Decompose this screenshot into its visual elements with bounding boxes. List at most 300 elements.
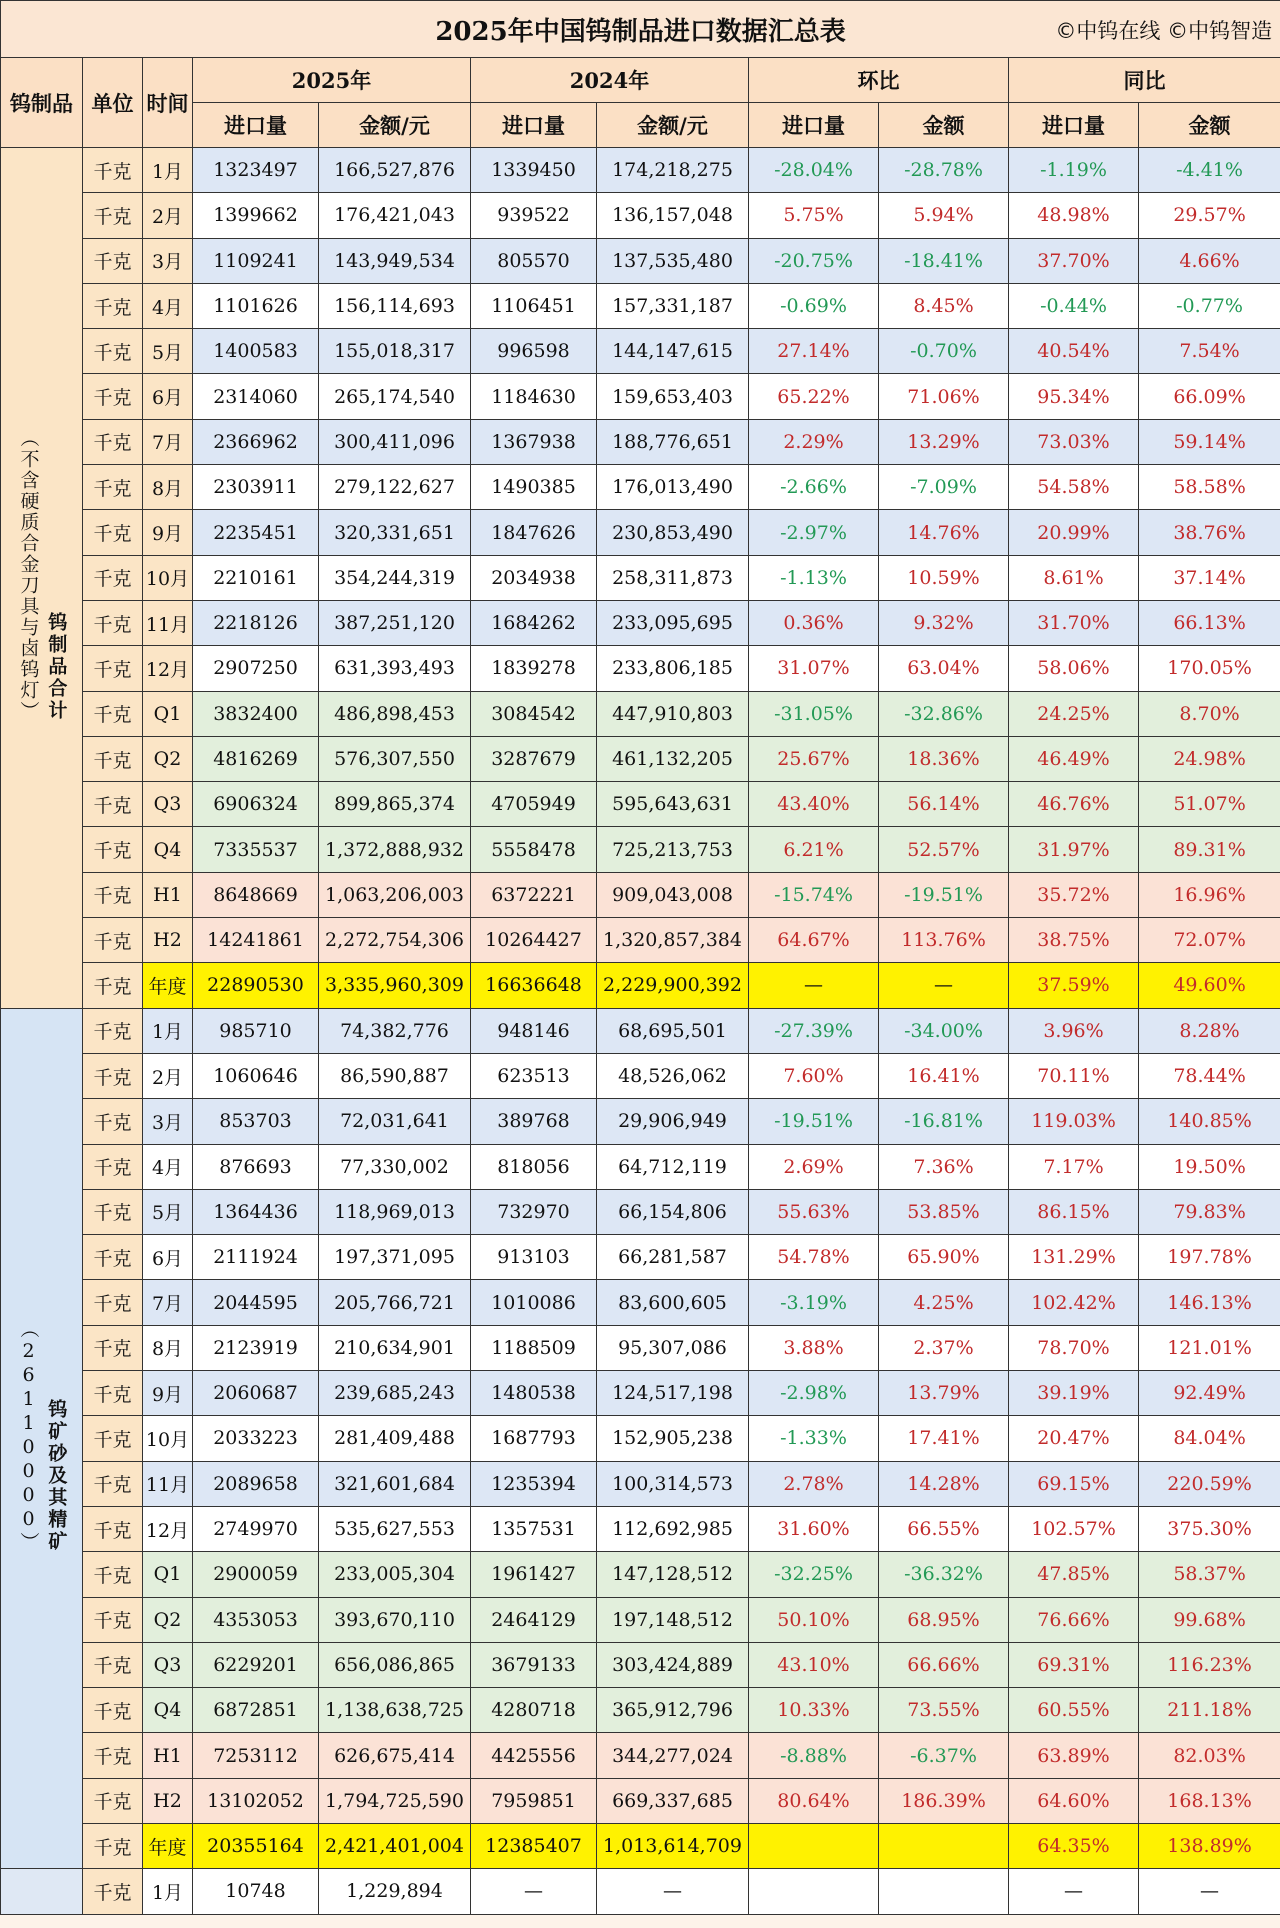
qty-2024-cell: 10264427 — [471, 918, 597, 963]
header-yoy: 同比 — [1009, 58, 1280, 103]
yoy-qty-cell: 60.55% — [1009, 1688, 1139, 1733]
qty-2024-cell: 1687793 — [471, 1416, 597, 1461]
qty-2024-cell: 3679133 — [471, 1642, 597, 1687]
time-cell: 年度 — [143, 1823, 193, 1868]
amount-2024-cell: 159,653,403 — [597, 374, 749, 419]
qty-2024-cell: 4705949 — [471, 782, 597, 827]
amount-2024-cell: 137,535,480 — [597, 238, 749, 283]
amount-2025-cell: 156,114,693 — [319, 283, 471, 328]
qty-2025-cell: 2303911 — [193, 465, 319, 510]
qty-2024-cell: 939522 — [471, 193, 597, 238]
qty-2024-cell: 12385407 — [471, 1823, 597, 1868]
mom-amount-cell: — — [879, 963, 1009, 1008]
mom-amount-cell: -7.09% — [879, 465, 1009, 510]
yoy-amount-cell: 146.13% — [1139, 1280, 1280, 1325]
qty-2025-cell: 2314060 — [193, 374, 319, 419]
header-2025: 2025年 — [193, 58, 471, 103]
qty-2024-cell: 1106451 — [471, 283, 597, 328]
mom-amount-cell: 8.45% — [879, 283, 1009, 328]
table-title: 2025年中国钨制品进口数据汇总表 — [435, 16, 846, 47]
yoy-qty-cell: 31.70% — [1009, 600, 1139, 645]
amount-2025-cell: 387,251,120 — [319, 600, 471, 645]
qty-2025-cell: 13102052 — [193, 1778, 319, 1823]
qty-2025-cell: 2900059 — [193, 1552, 319, 1597]
mom-amount-cell: 65.90% — [879, 1235, 1009, 1280]
qty-2024-cell: 1490385 — [471, 465, 597, 510]
amount-2025-cell: 233,005,304 — [319, 1552, 471, 1597]
time-cell: 6月 — [143, 374, 193, 419]
amount-2025-cell: 321,601,684 — [319, 1461, 471, 1506]
amount-2025-cell: 1,794,725,590 — [319, 1778, 471, 1823]
qty-2025-cell: 2218126 — [193, 600, 319, 645]
mom-qty-cell: -0.69% — [749, 283, 879, 328]
yoy-amount-cell: 58.37% — [1139, 1552, 1280, 1597]
amount-2025-cell: 281,409,488 — [319, 1416, 471, 1461]
amount-2024-cell: 197,148,512 — [597, 1597, 749, 1642]
qty-2024-cell: 1480538 — [471, 1371, 597, 1416]
product-group-label — [1, 148, 83, 1009]
table-row — [1, 1461, 1280, 1506]
amount-2024-cell: 233,806,185 — [597, 646, 749, 691]
table-row — [1, 1280, 1280, 1325]
yoy-qty-cell: 69.15% — [1009, 1461, 1139, 1506]
amount-2025-cell: 118,969,013 — [319, 1189, 471, 1234]
unit-cell: 千克 — [83, 510, 143, 555]
table-row — [1, 918, 1280, 963]
amount-2025-cell: 1,229,894 — [319, 1869, 471, 1914]
qty-2024-cell: 1367938 — [471, 419, 597, 464]
mom-qty-cell: -1.33% — [749, 1416, 879, 1461]
table-row — [1, 691, 1280, 736]
qty-2025-cell: 1101626 — [193, 283, 319, 328]
qty-2025-cell: 22890530 — [193, 963, 319, 1008]
time-cell: 10月 — [143, 555, 193, 600]
unit-cell: 千克 — [83, 1371, 143, 1416]
qty-2025-cell: 1109241 — [193, 238, 319, 283]
mom-qty-cell: 5.75% — [749, 193, 879, 238]
time-cell: 8月 — [143, 465, 193, 510]
qty-2024-cell: 1684262 — [471, 600, 597, 645]
mom-qty-cell: 25.67% — [749, 736, 879, 781]
mom-amount-cell: -28.78% — [879, 148, 1009, 193]
yoy-amount-cell: 99.68% — [1139, 1597, 1280, 1642]
mom-qty-cell: 43.10% — [749, 1642, 879, 1687]
mom-amount-cell: -32.86% — [879, 691, 1009, 736]
qty-2024-cell: 1010086 — [471, 1280, 597, 1325]
table-row — [1, 1099, 1280, 1144]
mom-amount-cell: 14.28% — [879, 1461, 1009, 1506]
product-group-code: （不含硬质合金刀具与卤钨灯） — [17, 427, 40, 722]
qty-2025-cell: 2210161 — [193, 555, 319, 600]
amount-2024-cell: 83,600,605 — [597, 1280, 749, 1325]
amount-2024-cell: 176,013,490 — [597, 465, 749, 510]
qty-2024-cell: 913103 — [471, 1235, 597, 1280]
amount-2024-cell: 100,314,573 — [597, 1461, 749, 1506]
header-yoy-amount: 金额 — [1139, 103, 1280, 148]
amount-2025-cell: 656,086,865 — [319, 1642, 471, 1687]
unit-cell: 千克 — [83, 1461, 143, 1506]
unit-cell: 千克 — [83, 148, 143, 193]
table-row — [1, 872, 1280, 917]
yoy-amount-cell: 58.58% — [1139, 465, 1280, 510]
qty-2024-cell: 1961427 — [471, 1552, 597, 1597]
mom-amount-cell: -6.37% — [879, 1733, 1009, 1778]
table-row — [1, 1688, 1280, 1733]
yoy-amount-cell: 84.04% — [1139, 1416, 1280, 1461]
qty-2025-cell: 2111924 — [193, 1235, 319, 1280]
unit-cell: 千克 — [83, 1099, 143, 1144]
amount-2024-cell: 1,320,857,384 — [597, 918, 749, 963]
time-cell: 年度 — [143, 963, 193, 1008]
mom-amount-cell: 52.57% — [879, 827, 1009, 872]
yoy-qty-cell: 38.75% — [1009, 918, 1139, 963]
qty-2025-cell: 1400583 — [193, 329, 319, 374]
yoy-qty-cell: 131.29% — [1009, 1235, 1139, 1280]
mom-qty-cell: -1.13% — [749, 555, 879, 600]
yoy-amount-cell: 8.70% — [1139, 691, 1280, 736]
mom-amount-cell: -34.00% — [879, 1008, 1009, 1053]
table-row — [1, 1778, 1280, 1823]
mom-amount-cell: 66.55% — [879, 1506, 1009, 1551]
qty-2025-cell: 2044595 — [193, 1280, 319, 1325]
unit-cell: 千克 — [83, 736, 143, 781]
mom-amount-cell: 7.36% — [879, 1144, 1009, 1189]
yoy-qty-cell: 70.11% — [1009, 1053, 1139, 1098]
qty-2024-cell: 3084542 — [471, 691, 597, 736]
amount-2025-cell: 535,627,553 — [319, 1506, 471, 1551]
time-cell: 1月 — [143, 1869, 193, 1914]
qty-2025-cell: 876693 — [193, 1144, 319, 1189]
yoy-amount-cell: 51.07% — [1139, 782, 1280, 827]
mom-amount-cell: 186.39% — [879, 1778, 1009, 1823]
amount-2024-cell: 174,218,275 — [597, 148, 749, 193]
amount-2025-cell: 176,421,043 — [319, 193, 471, 238]
yoy-amount-cell: 49.60% — [1139, 963, 1280, 1008]
amount-2024-cell: 725,213,753 — [597, 827, 749, 872]
yoy-qty-cell: 24.25% — [1009, 691, 1139, 736]
yoy-qty-cell: 8.61% — [1009, 555, 1139, 600]
table-row — [1, 600, 1280, 645]
mom-amount-cell: 53.85% — [879, 1189, 1009, 1234]
yoy-amount-cell: 72.07% — [1139, 918, 1280, 963]
table-row — [1, 283, 1280, 328]
mom-amount-cell: 13.79% — [879, 1371, 1009, 1416]
copyright-text: ©中钨在线 ©中钨智造 — [1055, 19, 1273, 43]
mom-amount-cell: 4.25% — [879, 1280, 1009, 1325]
amount-2025-cell: 155,018,317 — [319, 329, 471, 374]
qty-2024-cell: 805570 — [471, 238, 597, 283]
mom-amount-cell: 5.94% — [879, 193, 1009, 238]
amount-2024-cell: 595,643,631 — [597, 782, 749, 827]
time-cell: 8月 — [143, 1325, 193, 1370]
unit-cell: 千克 — [83, 1416, 143, 1461]
unit-cell: 千克 — [83, 963, 143, 1008]
qty-2024-cell: 2034938 — [471, 555, 597, 600]
yoy-qty-cell: -1.19% — [1009, 148, 1139, 193]
mom-qty-cell — [749, 1869, 879, 1914]
qty-2024-cell: 996598 — [471, 329, 597, 374]
yoy-amount-cell: 170.05% — [1139, 646, 1280, 691]
amount-2025-cell: 72,031,641 — [319, 1099, 471, 1144]
mom-amount-cell: 10.59% — [879, 555, 1009, 600]
yoy-amount-cell: 8.28% — [1139, 1008, 1280, 1053]
table-row — [1, 827, 1280, 872]
amount-2024-cell: 136,157,048 — [597, 193, 749, 238]
mom-amount-cell: 66.66% — [879, 1642, 1009, 1687]
time-cell: 9月 — [143, 510, 193, 555]
unit-cell: 千克 — [83, 1733, 143, 1778]
amount-2025-cell: 279,122,627 — [319, 465, 471, 510]
mom-qty-cell: 65.22% — [749, 374, 879, 419]
mom-amount-cell: 13.29% — [879, 419, 1009, 464]
unit-cell: 千克 — [83, 193, 143, 238]
amount-2024-cell: 365,912,796 — [597, 1688, 749, 1733]
mom-amount-cell: -18.41% — [879, 238, 1009, 283]
mom-qty-cell: 3.88% — [749, 1325, 879, 1370]
mom-amount-cell: -16.81% — [879, 1099, 1009, 1144]
time-cell: 10月 — [143, 1416, 193, 1461]
qty-2024-cell: 389768 — [471, 1099, 597, 1144]
amount-2025-cell: 1,372,888,932 — [319, 827, 471, 872]
time-cell: H1 — [143, 872, 193, 917]
mom-qty-cell: -15.74% — [749, 872, 879, 917]
header-mom-amount: 金额 — [879, 103, 1009, 148]
yoy-amount-cell: 7.54% — [1139, 329, 1280, 374]
time-cell: 9月 — [143, 1371, 193, 1416]
amount-2025-cell: 2,272,754,306 — [319, 918, 471, 963]
yoy-amount-cell: -4.41% — [1139, 148, 1280, 193]
qty-2025-cell: 2033223 — [193, 1416, 319, 1461]
time-cell: 11月 — [143, 1461, 193, 1506]
unit-cell: 千克 — [83, 555, 143, 600]
qty-2025-cell: 6906324 — [193, 782, 319, 827]
qty-2024-cell: 5558478 — [471, 827, 597, 872]
table-row — [1, 1733, 1280, 1778]
header-product: 钨制品 — [1, 58, 83, 148]
table-row — [1, 1506, 1280, 1551]
unit-cell: 千克 — [83, 1280, 143, 1325]
yoy-amount-cell: 79.83% — [1139, 1189, 1280, 1234]
unit-cell: 千克 — [83, 1325, 143, 1370]
header-2024: 2024年 — [471, 58, 749, 103]
mom-qty-cell: 10.33% — [749, 1688, 879, 1733]
yoy-amount-cell: 211.18% — [1139, 1688, 1280, 1733]
mom-amount-cell: 2.37% — [879, 1325, 1009, 1370]
time-cell: 4月 — [143, 1144, 193, 1189]
table-row — [1, 1325, 1280, 1370]
amount-2025-cell: 3,335,960,309 — [319, 963, 471, 1008]
yoy-qty-cell: 31.97% — [1009, 827, 1139, 872]
mom-qty-cell: -2.97% — [749, 510, 879, 555]
amount-2024-cell: 124,517,198 — [597, 1371, 749, 1416]
amount-2025-cell: 166,527,876 — [319, 148, 471, 193]
qty-2025-cell: 6229201 — [193, 1642, 319, 1687]
unit-cell: 千克 — [83, 374, 143, 419]
amount-2024-cell: 303,424,889 — [597, 1642, 749, 1687]
mom-amount-cell: -36.32% — [879, 1552, 1009, 1597]
mom-amount-cell — [879, 1869, 1009, 1914]
mom-amount-cell: 16.41% — [879, 1053, 1009, 1098]
qty-2025-cell: 1060646 — [193, 1053, 319, 1098]
yoy-amount-cell: 59.14% — [1139, 419, 1280, 464]
time-cell: Q4 — [143, 827, 193, 872]
amount-2025-cell: 2,421,401,004 — [319, 1823, 471, 1868]
time-cell: 12月 — [143, 646, 193, 691]
table-title-cell — [1, 1, 1280, 58]
mom-amount-cell: -0.70% — [879, 329, 1009, 374]
yoy-qty-cell: 102.42% — [1009, 1280, 1139, 1325]
header-2024-amount: 金额/元 — [597, 103, 749, 148]
qty-2024-cell: — — [471, 1869, 597, 1914]
yoy-qty-cell: 46.76% — [1009, 782, 1139, 827]
time-cell: 11月 — [143, 600, 193, 645]
qty-2024-cell: 4280718 — [471, 1688, 597, 1733]
mom-qty-cell: 27.14% — [749, 329, 879, 374]
time-cell: Q2 — [143, 736, 193, 781]
yoy-amount-cell: 16.96% — [1139, 872, 1280, 917]
yoy-amount-cell: 168.13% — [1139, 1778, 1280, 1823]
product-group-name: 钨制品合计 — [45, 611, 68, 722]
qty-2024-cell: 4425556 — [471, 1733, 597, 1778]
amount-2024-cell: 66,154,806 — [597, 1189, 749, 1234]
yoy-qty-cell: 39.19% — [1009, 1371, 1139, 1416]
qty-2024-cell: 6372221 — [471, 872, 597, 917]
time-cell: H2 — [143, 918, 193, 963]
unit-cell: 千克 — [83, 782, 143, 827]
mom-amount-cell — [879, 1823, 1009, 1868]
amount-2025-cell: 576,307,550 — [319, 736, 471, 781]
amount-2024-cell: 344,277,024 — [597, 1733, 749, 1778]
time-cell: 2月 — [143, 1053, 193, 1098]
mom-qty-cell: 2.29% — [749, 419, 879, 464]
mom-amount-cell: 18.36% — [879, 736, 1009, 781]
yoy-qty-cell: 95.34% — [1009, 374, 1139, 419]
amount-2025-cell: 239,685,243 — [319, 1371, 471, 1416]
qty-2025-cell: 2235451 — [193, 510, 319, 555]
table-row — [1, 1823, 1280, 1868]
amount-2024-cell: 258,311,873 — [597, 555, 749, 600]
mom-qty-cell: 54.78% — [749, 1235, 879, 1280]
yoy-qty-cell: 48.98% — [1009, 193, 1139, 238]
qty-2025-cell: 1399662 — [193, 193, 319, 238]
qty-2024-cell: 16636648 — [471, 963, 597, 1008]
yoy-qty-cell: 73.03% — [1009, 419, 1139, 464]
mom-qty-cell: — — [749, 963, 879, 1008]
qty-2025-cell: 2749970 — [193, 1506, 319, 1551]
time-cell: 12月 — [143, 1506, 193, 1551]
unit-cell: 千克 — [83, 1552, 143, 1597]
qty-2024-cell: 1357531 — [471, 1506, 597, 1551]
qty-2025-cell: 14241861 — [193, 918, 319, 963]
yoy-amount-cell: 116.23% — [1139, 1642, 1280, 1687]
amount-2024-cell: 144,147,615 — [597, 329, 749, 374]
mom-qty-cell: -2.98% — [749, 1371, 879, 1416]
qty-2024-cell: 623513 — [471, 1053, 597, 1098]
mom-amount-cell: 113.76% — [879, 918, 1009, 963]
amount-2024-cell: 48,526,062 — [597, 1053, 749, 1098]
mom-amount-cell: -19.51% — [879, 872, 1009, 917]
unit-cell: 千克 — [83, 1778, 143, 1823]
yoy-amount-cell: 82.03% — [1139, 1733, 1280, 1778]
amount-2025-cell: 1,063,206,003 — [319, 872, 471, 917]
amount-2025-cell: 197,371,095 — [319, 1235, 471, 1280]
mom-amount-cell: 63.04% — [879, 646, 1009, 691]
yoy-qty-cell: 40.54% — [1009, 329, 1139, 374]
qty-2025-cell: 2907250 — [193, 646, 319, 691]
unit-cell: 千克 — [83, 827, 143, 872]
amount-2025-cell: 486,898,453 — [319, 691, 471, 736]
yoy-amount-cell: 140.85% — [1139, 1099, 1280, 1144]
mom-qty-cell: 7.60% — [749, 1053, 879, 1098]
table-row — [1, 1189, 1280, 1234]
time-cell: 5月 — [143, 329, 193, 374]
unit-cell: 千克 — [83, 1235, 143, 1280]
time-cell: H1 — [143, 1733, 193, 1778]
header-unit: 单位 — [83, 58, 143, 148]
yoy-amount-cell: 92.49% — [1139, 1371, 1280, 1416]
unit-cell: 千克 — [83, 238, 143, 283]
amount-2024-cell: 2,229,900,392 — [597, 963, 749, 1008]
qty-2025-cell: 4816269 — [193, 736, 319, 781]
yoy-qty-cell: 64.35% — [1009, 1823, 1139, 1868]
unit-cell: 千克 — [83, 1506, 143, 1551]
unit-cell: 千克 — [83, 1688, 143, 1733]
header-yoy-qty: 进口量 — [1009, 103, 1139, 148]
table-row — [1, 1642, 1280, 1687]
table-row — [1, 510, 1280, 555]
unit-cell: 千克 — [83, 465, 143, 510]
table-row — [1, 465, 1280, 510]
product-group-label — [1, 1869, 83, 1914]
amount-2025-cell: 205,766,721 — [319, 1280, 471, 1325]
yoy-qty-cell: 78.70% — [1009, 1325, 1139, 1370]
mom-qty-cell: -8.88% — [749, 1733, 879, 1778]
time-cell: Q2 — [143, 1597, 193, 1642]
yoy-qty-cell: 64.60% — [1009, 1778, 1139, 1823]
yoy-qty-cell: — — [1009, 1869, 1139, 1914]
time-cell: 7月 — [143, 1280, 193, 1325]
table-row — [1, 736, 1280, 781]
time-cell: 6月 — [143, 1235, 193, 1280]
time-cell: H2 — [143, 1778, 193, 1823]
amount-2025-cell: 86,590,887 — [319, 1053, 471, 1098]
amount-2024-cell: 1,013,614,709 — [597, 1823, 749, 1868]
unit-cell: 千克 — [83, 872, 143, 917]
unit-cell: 千克 — [83, 600, 143, 645]
amount-2025-cell: 320,331,651 — [319, 510, 471, 555]
amount-2024-cell: 95,307,086 — [597, 1325, 749, 1370]
yoy-qty-cell: 20.47% — [1009, 1416, 1139, 1461]
qty-2025-cell: 3832400 — [193, 691, 319, 736]
yoy-qty-cell: 54.58% — [1009, 465, 1139, 510]
qty-2025-cell: 4353053 — [193, 1597, 319, 1642]
qty-2024-cell: 1339450 — [471, 148, 597, 193]
qty-2025-cell: 2366962 — [193, 419, 319, 464]
product-group-name: 钨矿砂及其精矿 — [45, 1398, 68, 1553]
mom-qty-cell: -27.39% — [749, 1008, 879, 1053]
yoy-amount-cell: 89.31% — [1139, 827, 1280, 872]
mom-qty-cell — [749, 1823, 879, 1868]
qty-2025-cell: 2123919 — [193, 1325, 319, 1370]
yoy-qty-cell: 7.17% — [1009, 1144, 1139, 1189]
amount-2024-cell: — — [597, 1869, 749, 1914]
mom-qty-cell: 2.78% — [749, 1461, 879, 1506]
yoy-amount-cell: 138.89% — [1139, 1823, 1280, 1868]
mom-qty-cell: 80.64% — [749, 1778, 879, 1823]
mom-qty-cell: -31.05% — [749, 691, 879, 736]
qty-2024-cell: 1188509 — [471, 1325, 597, 1370]
qty-2024-cell: 948146 — [471, 1008, 597, 1053]
